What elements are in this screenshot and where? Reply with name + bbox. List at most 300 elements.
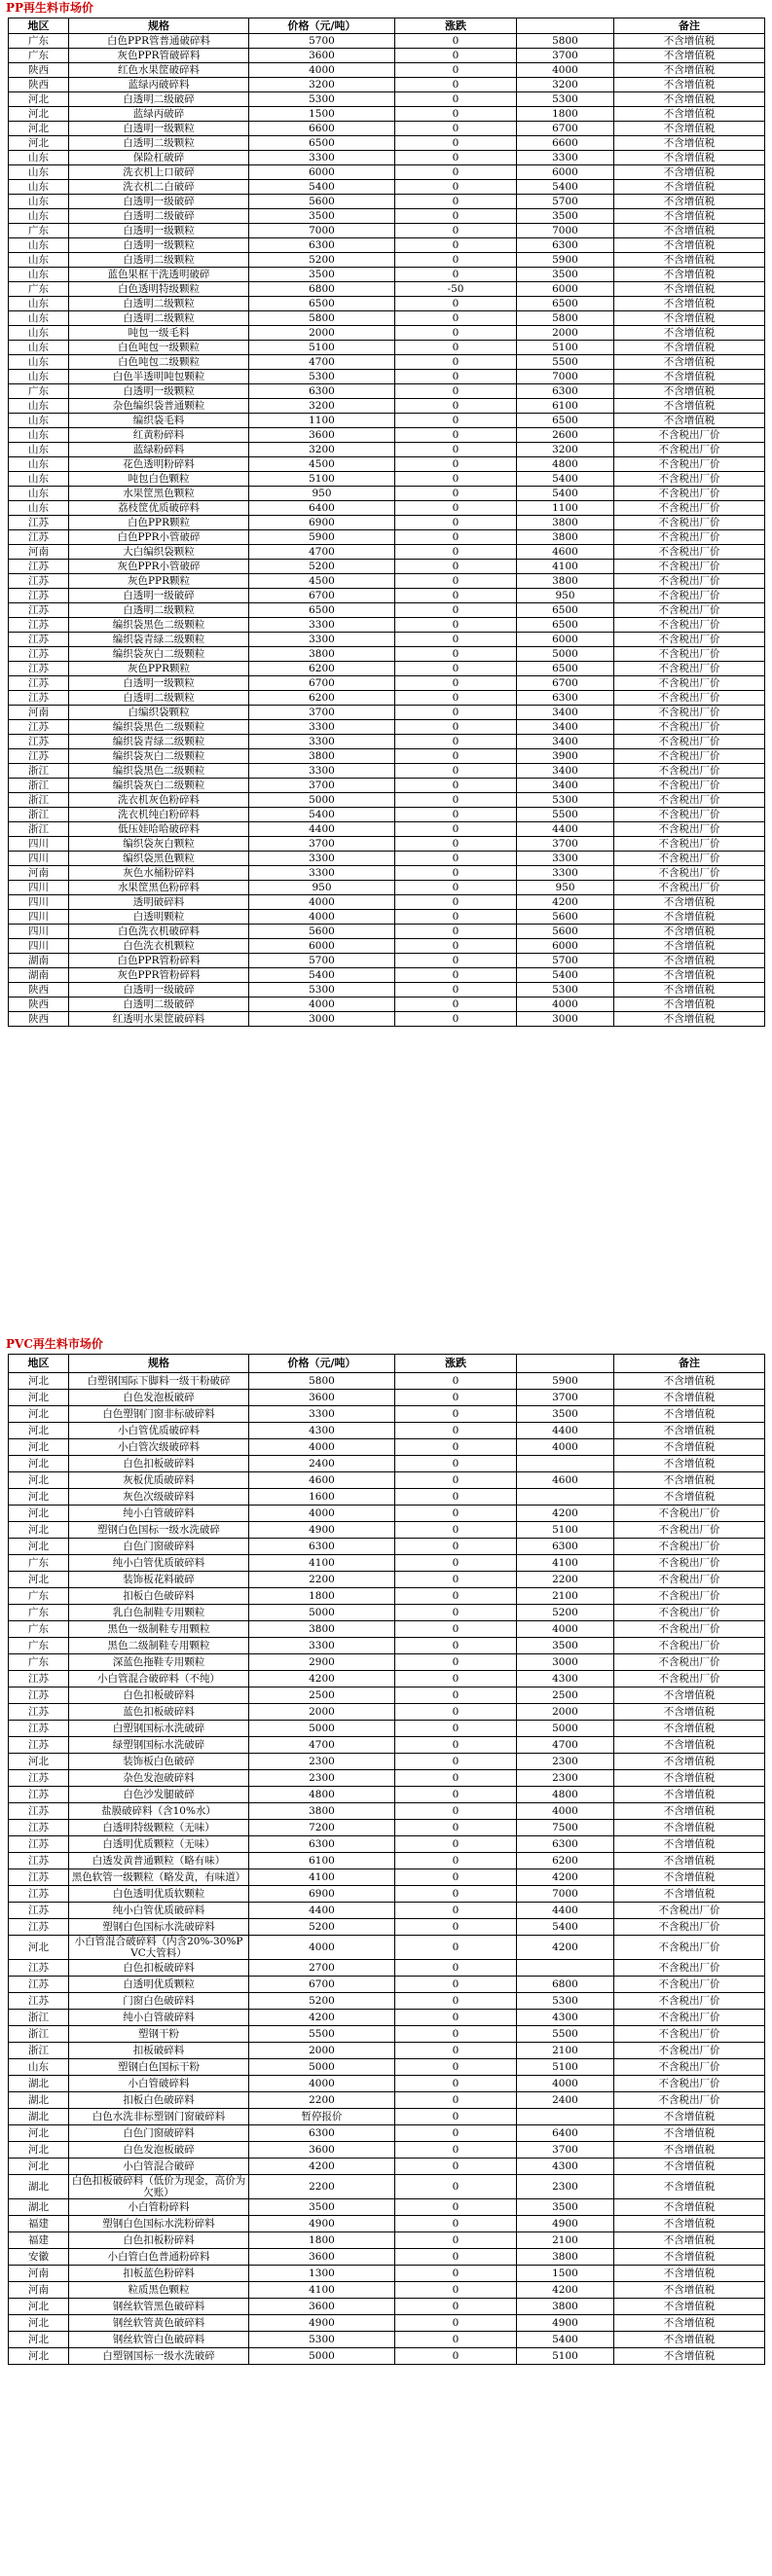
cell-region: 广东 xyxy=(9,1654,69,1671)
table-row xyxy=(9,574,765,589)
table-row xyxy=(9,311,765,326)
cell-price-alt: 3800 xyxy=(517,516,614,530)
cell-change: 0 xyxy=(395,2282,517,2299)
cell-price: 5900 xyxy=(249,530,395,545)
cell-spec: 灰色PPR管破碎料 xyxy=(69,49,249,63)
cell-spec: 乳白色制鞋专用颗粒 xyxy=(69,1605,249,1621)
cell-note: 不含税出厂价 xyxy=(614,2092,765,2109)
table-row xyxy=(9,1406,765,1423)
table-row xyxy=(9,326,765,341)
cell-spec: 深蓝色拖鞋专用颗粒 xyxy=(69,1654,249,1671)
cell-change: 0 xyxy=(395,1869,517,1886)
table-row xyxy=(9,2199,765,2216)
cell-note: 不含税出厂价 xyxy=(614,487,765,501)
cell-change: 0 xyxy=(395,852,517,866)
cell-spec: 白透明颗粒 xyxy=(69,910,249,925)
cell-region: 江苏 xyxy=(9,1886,69,1903)
cell-note: 不含税出厂价 xyxy=(614,1605,765,1621)
cell-price: 4100 xyxy=(249,1555,395,1572)
cell-region: 江苏 xyxy=(9,618,69,633)
cell-spec: 蓝色扣板破碎料 xyxy=(69,1704,249,1721)
cell-note: 不含税出厂价 xyxy=(614,1903,765,1919)
table-row xyxy=(9,793,765,808)
cell-spec: 蓝绿丙破碎 xyxy=(69,107,249,122)
cell-note: 不含增值税 xyxy=(614,1012,765,1027)
cell-region: 四川 xyxy=(9,895,69,910)
table-row xyxy=(9,2348,765,2365)
cell-change: 0 xyxy=(395,662,517,676)
cell-spec: 白透明二级破碎 xyxy=(69,92,249,107)
cell-price-alt: 2600 xyxy=(517,428,614,443)
cell-price-alt: 5000 xyxy=(517,647,614,662)
table-row xyxy=(9,1737,765,1754)
cell-region: 河北 xyxy=(9,2142,69,2159)
table-row xyxy=(9,1605,765,1621)
cell-price-alt: 2300 xyxy=(517,1754,614,1770)
cell-region: 河北 xyxy=(9,2299,69,2315)
cell-spec: 编织袋黑色颗粒 xyxy=(69,852,249,866)
cell-region: 河北 xyxy=(9,107,69,122)
cell-price-alt: 7000 xyxy=(517,1886,614,1903)
table-row xyxy=(9,282,765,297)
cell-change: 0 xyxy=(395,487,517,501)
cell-spec: 白色吨包一级颗粒 xyxy=(69,341,249,355)
cell-region: 河北 xyxy=(9,136,69,151)
cell-price-alt: 5400 xyxy=(517,487,614,501)
cell-spec: 白色PPR颗粒 xyxy=(69,516,249,530)
cell-note: 不含增值税 xyxy=(614,968,765,983)
cell-price-alt: 6800 xyxy=(517,1977,614,1993)
cell-price: 5600 xyxy=(249,195,395,209)
cell-price-alt: 5500 xyxy=(517,808,614,822)
cell-region: 湖北 xyxy=(9,2199,69,2216)
cell-price-alt: 4300 xyxy=(517,2159,614,2175)
cell-spec: 门窗白色破碎料 xyxy=(69,1993,249,2010)
cell-price: 4000 xyxy=(249,910,395,925)
cell-spec: 白透明一级颗粒 xyxy=(69,238,249,253)
cell-price: 3300 xyxy=(249,1406,395,1423)
cell-change: 0 xyxy=(395,370,517,384)
table-header-row xyxy=(9,18,765,34)
table-row xyxy=(9,749,765,764)
cell-region: 河北 xyxy=(9,1522,69,1539)
cell-note: 不含增值税 xyxy=(614,384,765,399)
cell-change: 0 xyxy=(395,1704,517,1721)
cell-spec: 灰色PPR管粉碎料 xyxy=(69,968,249,983)
cell-region: 河北 xyxy=(9,1456,69,1472)
cell-note: 不含增值税 xyxy=(614,92,765,107)
table-row xyxy=(9,1390,765,1406)
cell-price: 7200 xyxy=(249,1820,395,1836)
table-row xyxy=(9,1373,765,1390)
cell-spec: 白透明二级颗粒 xyxy=(69,297,249,311)
cell-price-alt: 3800 xyxy=(517,530,614,545)
cell-spec: 蓝绿粉碎料 xyxy=(69,443,249,457)
cell-change: 0 xyxy=(395,1456,517,1472)
cell-spec: 扣板白色破碎料 xyxy=(69,1588,249,1605)
cell-note: 不含税出厂价 xyxy=(614,1506,765,1522)
cell-price: 3800 xyxy=(249,647,395,662)
cell-spec: 白色吨包二级颗粒 xyxy=(69,355,249,370)
cell-change: 0 xyxy=(395,764,517,779)
table-row xyxy=(9,2315,765,2332)
cell-spec: 装饰板白色破碎 xyxy=(69,1754,249,1770)
cell-change: 0 xyxy=(395,720,517,735)
cell-price-alt: 6600 xyxy=(517,136,614,151)
cell-price: 3300 xyxy=(249,735,395,749)
table-row xyxy=(9,939,765,954)
cell-spec: 编织袋灰白二级颗粒 xyxy=(69,647,249,662)
cell-note: 不含增值税 xyxy=(614,1439,765,1456)
cell-price-alt: 3700 xyxy=(517,837,614,852)
cell-spec: 蓝色果框干洗透明破碎 xyxy=(69,268,249,282)
cell-region: 山东 xyxy=(9,253,69,268)
cell-spec: 白透明二级颗粒 xyxy=(69,311,249,326)
table-header-row xyxy=(9,1355,765,1373)
table-row xyxy=(9,443,765,457)
table-row xyxy=(9,779,765,793)
cell-change: 0 xyxy=(395,2142,517,2159)
cell-spec: 小白管混合破碎料（不纯） xyxy=(69,1671,249,1687)
cell-region: 浙江 xyxy=(9,2010,69,2026)
cell-price-alt: 3500 xyxy=(517,1406,614,1423)
cell-note: 不含增值税 xyxy=(614,1373,765,1390)
cell-spec: 白色塑钢门窗非标破碎料 xyxy=(69,1406,249,1423)
cell-note: 不含税出厂价 xyxy=(614,1960,765,1977)
cell-note: 不含增值税 xyxy=(614,1489,765,1506)
cell-price: 3700 xyxy=(249,779,395,793)
cell-change: 0 xyxy=(395,1754,517,1770)
cell-spec: 水果筐黑色颗粒 xyxy=(69,487,249,501)
cell-price-alt: 6000 xyxy=(517,939,614,954)
cell-region: 陕西 xyxy=(9,983,69,998)
table-row xyxy=(9,2332,765,2348)
table-row xyxy=(9,1903,765,1919)
cell-region: 河北 xyxy=(9,1439,69,1456)
cell-change: 0 xyxy=(395,2159,517,2175)
table-row xyxy=(9,414,765,428)
cell-note: 不含税出厂价 xyxy=(614,545,765,560)
cell-spec: 小白管破碎料 xyxy=(69,2076,249,2092)
cell-price: 5000 xyxy=(249,793,395,808)
cell-price: 5300 xyxy=(249,2332,395,2348)
cell-change: 0 xyxy=(395,1654,517,1671)
cell-spec: 编织袋灰白二级颗粒 xyxy=(69,749,249,764)
cell-region: 广东 xyxy=(9,1638,69,1654)
cell-price: 3300 xyxy=(249,1638,395,1654)
cell-price-alt: 6300 xyxy=(517,1836,614,1853)
cell-change: 0 xyxy=(395,1803,517,1820)
cell-region: 河南 xyxy=(9,706,69,720)
cell-spec: 白色扣板粉碎料 xyxy=(69,2232,249,2249)
cell-spec: 灰板优质破碎料 xyxy=(69,1472,249,1489)
cell-change: 0 xyxy=(395,1671,517,1687)
cell-price-alt: 5400 xyxy=(517,1919,614,1936)
cell-price-alt: 3800 xyxy=(517,574,614,589)
cell-price-alt: 7000 xyxy=(517,224,614,238)
cell-region: 江苏 xyxy=(9,1853,69,1869)
cell-change: 0 xyxy=(395,1406,517,1423)
cell-price-alt: 4400 xyxy=(517,1903,614,1919)
cell-spec: 纯小白管优质破碎料 xyxy=(69,1903,249,1919)
cell-spec: 白塑钢国标水洗破碎 xyxy=(69,1721,249,1737)
cell-price: 6500 xyxy=(249,136,395,151)
cell-price: 5300 xyxy=(249,983,395,998)
cell-price: 5000 xyxy=(249,2348,395,2365)
cell-region: 山东 xyxy=(9,268,69,282)
cell-change: 0 xyxy=(395,195,517,209)
cell-note: 不含增值税 xyxy=(614,370,765,384)
cell-price-alt: 4800 xyxy=(517,457,614,472)
cell-region: 福建 xyxy=(9,2216,69,2232)
cell-price-alt: 4100 xyxy=(517,560,614,574)
cell-note: 不含税出厂价 xyxy=(614,2043,765,2059)
cell-price: 1800 xyxy=(249,2232,395,2249)
table-row xyxy=(9,501,765,516)
cell-price: 3300 xyxy=(249,852,395,866)
cell-change: 0 xyxy=(395,209,517,224)
table-row xyxy=(9,1787,765,1803)
pvc-price-table xyxy=(8,1354,765,2365)
cell-note: 不含增值税 xyxy=(614,1456,765,1472)
cell-note: 不含增值税 xyxy=(614,2109,765,2125)
cell-price: 2200 xyxy=(249,1572,395,1588)
cell-spec: 编织袋青绿二级颗粒 xyxy=(69,735,249,749)
cell-price: 4600 xyxy=(249,1472,395,1489)
cell-price-alt: 3400 xyxy=(517,720,614,735)
cell-note: 不含增值税 xyxy=(614,1803,765,1820)
table-row xyxy=(9,968,765,983)
cell-change: 0 xyxy=(395,414,517,428)
cell-price-alt: 3400 xyxy=(517,735,614,749)
cell-price: 4700 xyxy=(249,355,395,370)
cell-spec: 吨包一级毛料 xyxy=(69,326,249,341)
cell-price-alt: 5300 xyxy=(517,1993,614,2010)
cell-price-alt: 3500 xyxy=(517,2199,614,2216)
cell-note: 不含税出厂价 xyxy=(614,516,765,530)
cell-price: 5400 xyxy=(249,808,395,822)
cell-price: 5400 xyxy=(249,968,395,983)
cell-price: 4000 xyxy=(249,1506,395,1522)
cell-change: 0 xyxy=(395,2199,517,2216)
table-row xyxy=(9,355,765,370)
cell-change: 0 xyxy=(395,1439,517,1456)
cell-change: 0 xyxy=(395,1539,517,1555)
cell-price-alt: 2100 xyxy=(517,2232,614,2249)
table-row xyxy=(9,1489,765,1506)
cell-spec: 白色PPR管粉碎料 xyxy=(69,954,249,968)
cell-spec: 小白管混合破碎料（内含20%-30%PVC大管料） xyxy=(69,1936,249,1960)
cell-region: 河北 xyxy=(9,1489,69,1506)
table-row xyxy=(9,1456,765,1472)
cell-region: 江苏 xyxy=(9,691,69,706)
cell-price-alt: 2200 xyxy=(517,1572,614,1588)
cell-price: 2000 xyxy=(249,2043,395,2059)
cell-note: 不含增值税 xyxy=(614,107,765,122)
cell-change: 0 xyxy=(395,574,517,589)
table-row xyxy=(9,1423,765,1439)
table-row xyxy=(9,472,765,487)
cell-price-alt: 4000 xyxy=(517,1621,614,1638)
table-row xyxy=(9,180,765,195)
cell-region: 山东 xyxy=(9,311,69,326)
cell-note: 不含税出厂价 xyxy=(614,793,765,808)
table-row xyxy=(9,1803,765,1820)
cell-price: 5000 xyxy=(249,2059,395,2076)
cell-price: 1100 xyxy=(249,414,395,428)
cell-price-alt: 4900 xyxy=(517,2315,614,2332)
cell-note: 不含税出厂价 xyxy=(614,647,765,662)
cell-note: 不含增值税 xyxy=(614,1423,765,1439)
cell-price-alt: 6700 xyxy=(517,122,614,136)
table-row xyxy=(9,1886,765,1903)
cell-note: 不含增值税 xyxy=(614,326,765,341)
cell-change: 0 xyxy=(395,384,517,399)
table-row xyxy=(9,2092,765,2109)
cell-price-alt: 3400 xyxy=(517,779,614,793)
cell-price-alt: 5100 xyxy=(517,2348,614,2365)
cell-region: 四川 xyxy=(9,881,69,895)
cell-price-alt: 1100 xyxy=(517,501,614,516)
cell-change: 0 xyxy=(395,457,517,472)
cell-price-alt: 6400 xyxy=(517,2125,614,2142)
table-row xyxy=(9,1654,765,1671)
table-row xyxy=(9,910,765,925)
cell-price: 5700 xyxy=(249,34,395,49)
cell-price-alt: 4200 xyxy=(517,1869,614,1886)
cell-change: 0 xyxy=(395,1770,517,1787)
cell-note: 不含增值税 xyxy=(614,2216,765,2232)
cell-note: 不含税出厂价 xyxy=(614,1539,765,1555)
cell-price: 5300 xyxy=(249,92,395,107)
cell-region: 江苏 xyxy=(9,1820,69,1836)
cell-spec: 白色门窗破碎料 xyxy=(69,1539,249,1555)
cell-region: 江苏 xyxy=(9,1869,69,1886)
cell-spec: 白色扣板破碎料 xyxy=(69,1456,249,1472)
table-row xyxy=(9,1977,765,1993)
table-row xyxy=(9,370,765,384)
table-row xyxy=(9,2125,765,2142)
cell-note: 不含增值税 xyxy=(614,2348,765,2365)
cell-region: 河北 xyxy=(9,1506,69,1522)
cell-note: 不含增值税 xyxy=(614,282,765,297)
cell-spec: 透明破碎料 xyxy=(69,895,249,910)
table-row xyxy=(9,2010,765,2026)
table-row xyxy=(9,1919,765,1936)
cell-spec: 洗衣机二白破碎 xyxy=(69,180,249,195)
cell-spec: 编织袋青绿二级颗粒 xyxy=(69,633,249,647)
cell-spec: 小白管白色普通粉碎料 xyxy=(69,2249,249,2266)
cell-spec: 白色洗衣机颗粒 xyxy=(69,939,249,954)
cell-price: 6300 xyxy=(249,238,395,253)
pp-price-table xyxy=(8,18,765,1027)
cell-spec: 扣板蓝色粉碎料 xyxy=(69,2266,249,2282)
cell-note: 不含增值税 xyxy=(614,939,765,954)
cell-change: 0 xyxy=(395,530,517,545)
cell-price: 5100 xyxy=(249,472,395,487)
cell-price-alt: 3700 xyxy=(517,49,614,63)
cell-price-alt: 1800 xyxy=(517,107,614,122)
cell-change: 0 xyxy=(395,107,517,122)
cell-note: 不含增值税 xyxy=(614,268,765,282)
cell-price: 5400 xyxy=(249,180,395,195)
cell-region: 四川 xyxy=(9,939,69,954)
table-row xyxy=(9,1506,765,1522)
table-row xyxy=(9,78,765,92)
cell-spec: 洗衣机纯白粉碎料 xyxy=(69,808,249,822)
table-row xyxy=(9,837,765,852)
table-row xyxy=(9,545,765,560)
cell-change: 0 xyxy=(395,954,517,968)
cell-region: 江苏 xyxy=(9,676,69,691)
cell-change: 0 xyxy=(395,1489,517,1506)
cell-change: 0 xyxy=(395,1572,517,1588)
cell-price: 4000 xyxy=(249,2076,395,2092)
cell-price: 4000 xyxy=(249,895,395,910)
cell-spec: 白透明一级颗粒 xyxy=(69,384,249,399)
cell-change: 0 xyxy=(395,1390,517,1406)
table-row xyxy=(9,764,765,779)
cell-note: 不含增值税 xyxy=(614,1472,765,1489)
cell-change: 0 xyxy=(395,2249,517,2266)
cell-note: 不含税出厂价 xyxy=(614,1919,765,1936)
cell-change: 0 xyxy=(395,2076,517,2092)
cell-region: 河北 xyxy=(9,1754,69,1770)
cell-note: 不含增值税 xyxy=(614,925,765,939)
cell-change: 0 xyxy=(395,837,517,852)
table-row xyxy=(9,1993,765,2010)
table-row xyxy=(9,2159,765,2175)
cell-price-alt: 4100 xyxy=(517,1555,614,1572)
cell-change: 0 xyxy=(395,735,517,749)
cell-change: 0 xyxy=(395,881,517,895)
cell-note: 不含税出厂价 xyxy=(614,706,765,720)
cell-region: 广东 xyxy=(9,224,69,238)
cell-spec: 水果筐黑色粉碎料 xyxy=(69,881,249,895)
header-spec: 规格 xyxy=(69,18,249,34)
cell-region: 江苏 xyxy=(9,1721,69,1737)
cell-region: 河北 xyxy=(9,1390,69,1406)
table-row xyxy=(9,268,765,282)
cell-note: 不含税出厂价 xyxy=(614,457,765,472)
cell-change: -50 xyxy=(395,282,517,297)
cell-region: 湖南 xyxy=(9,954,69,968)
cell-change: 0 xyxy=(395,706,517,720)
cell-change: 0 xyxy=(395,1993,517,2010)
cell-spec: 白透明一级颗粒 xyxy=(69,224,249,238)
cell-region: 江苏 xyxy=(9,1903,69,1919)
cell-note: 不含增值税 xyxy=(614,311,765,326)
cell-region: 陕西 xyxy=(9,78,69,92)
cell-note: 不含增值税 xyxy=(614,2249,765,2266)
cell-change: 0 xyxy=(395,603,517,618)
cell-change: 0 xyxy=(395,1903,517,1919)
cell-price: 3800 xyxy=(249,1621,395,1638)
cell-price: 4700 xyxy=(249,545,395,560)
cell-note: 不含增值税 xyxy=(614,1836,765,1853)
table-row xyxy=(9,457,765,472)
cell-price-alt: 4000 xyxy=(517,2076,614,2092)
cell-change: 0 xyxy=(395,1836,517,1853)
cell-note: 不含税出厂价 xyxy=(614,1654,765,1671)
cell-spec: 编织袋毛料 xyxy=(69,414,249,428)
cell-note: 不含税出厂价 xyxy=(614,881,765,895)
cell-region: 浙江 xyxy=(9,779,69,793)
cell-region: 广东 xyxy=(9,49,69,63)
cell-price-alt: 5500 xyxy=(517,355,614,370)
cell-note: 不含税出厂价 xyxy=(614,662,765,676)
cell-price-alt: 3900 xyxy=(517,749,614,764)
